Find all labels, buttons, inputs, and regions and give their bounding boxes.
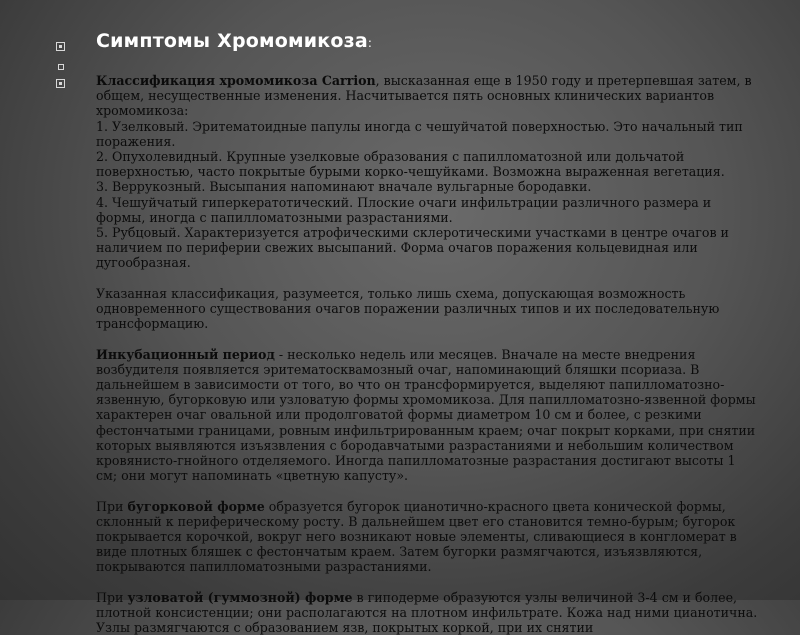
variant-4: 4. Чешуйчатый гиперкератотический. Плоские очаги инфильтрации различного размера и формы, иногда с папилломатозными разрастаниями. <box>96 194 712 225</box>
paragraph-gap <box>96 331 758 346</box>
schema-note-paragraph: Указанная классификация, разумеется, только лишь схема, допускающая возможность одновременного существования очагов поражении различных типов и их последовательную трансформацию. <box>96 285 720 332</box>
slide-body <box>96 73 758 635</box>
classification-paragraph <box>96 73 758 119</box>
paragraph-gap <box>96 271 758 286</box>
incubation-paragraph <box>96 347 758 484</box>
paragraph-gap <box>96 575 758 590</box>
nodular-form-text: в гиподерме образуются узлы величиной 3-4 см и более, плотной консистенции; они располагаются на плотном инфильтрате. Кожа над ними цианотична. Узлы размягчаются с образованием язв, покрытых коркой, при их снятии <box>96 589 758 635</box>
variant-2: 2. Опухолевидный. Крупные узелковые образования с папилломатозной или дольчатой поверхностью, часто покрытые бурыми корко-чешуйками. Возможна выраженная вегетация. <box>96 149 725 180</box>
slide-title <box>96 30 372 52</box>
tuber-form-paragraph <box>96 499 758 575</box>
variant-3: 3. Веррукозный. Высыпания напоминают вначале вульгарные бородавки. <box>96 179 592 195</box>
nodular-form-paragraph <box>96 590 758 635</box>
incubation-heading: Инкубационный период <box>96 346 275 362</box>
nodular-prefix: При <box>96 589 128 605</box>
square-bullet-icon <box>56 42 65 51</box>
tuber-prefix: При <box>96 498 128 514</box>
small-bullet-icon <box>58 64 64 70</box>
square-bullet-icon <box>56 79 65 88</box>
tuber-form-heading: бугорковой форме <box>127 498 265 514</box>
variant-5: 5. Рубцовый. Характеризуется атрофическими склеротическими участками в центре очагов и наличием по периферии свежих высыпаний. Форма очагов поражения кольцевидная или дугообразная. <box>96 225 729 271</box>
tuber-form-text: образуется бугорок цианотично-красного цвета конической формы, склонный к периферическому росту. В дальнейшем цвет его становится темно-бурым; бугорок покрывается корочкой, вокруг него возникают новые элементы, сливающиеся в конгломерат в виде плотных бляшек с фестончатым краем. Затем бугорки размягчаются, изъязвляются, покрываются папилломатозными разрастаниями. <box>96 498 737 575</box>
slide-title-text: Симптомы Хромомикоза <box>96 30 368 52</box>
incubation-text: - несколько недель или месяцев. Вначале на месте внедрения возбудителя появляется эритематосквамозный очаг, напоминающий бляшки псориаза. В дальнейшем в зависимости от того, во что он трансформируется, выделяют папилломатозно-язвенную, бугорковую или узловатую формы хромомикоза. Для папилломатозно-язвенной формы характерен очаг овальной или продолговатой формы диаметром 10 см и более, с резкими фестончатыми границами, ровным инфильтрированным краем; очаг покрыт корками, при снятии которых выявляются изъязвления с бородавчатыми разрастаниями и небольшим количеством кровянисто-гнойного отделяемого. Иногда папилломатозные разрастания достигают высоты 1 см; они могут напоминать «цветную капусту». <box>96 346 756 484</box>
classification-text: , высказанная еще в 1950 году и претерпевшая затем, в общем, несущественные изменения. Насчитывается пять основных клинических вариантов хромомикоза: <box>96 73 752 119</box>
slide-title-colon: : <box>367 36 373 50</box>
variant-1: 1. Узелковый. Эритематоидные папулы иногда с чешуйчатой поверхностью. Это начальный тип поражения. <box>96 118 743 149</box>
nodular-form-heading: узловатой (гуммозной) форме <box>127 589 353 605</box>
paragraph-gap <box>96 483 758 498</box>
classification-heading: Классификация хромомикоза Carrion <box>96 73 376 88</box>
